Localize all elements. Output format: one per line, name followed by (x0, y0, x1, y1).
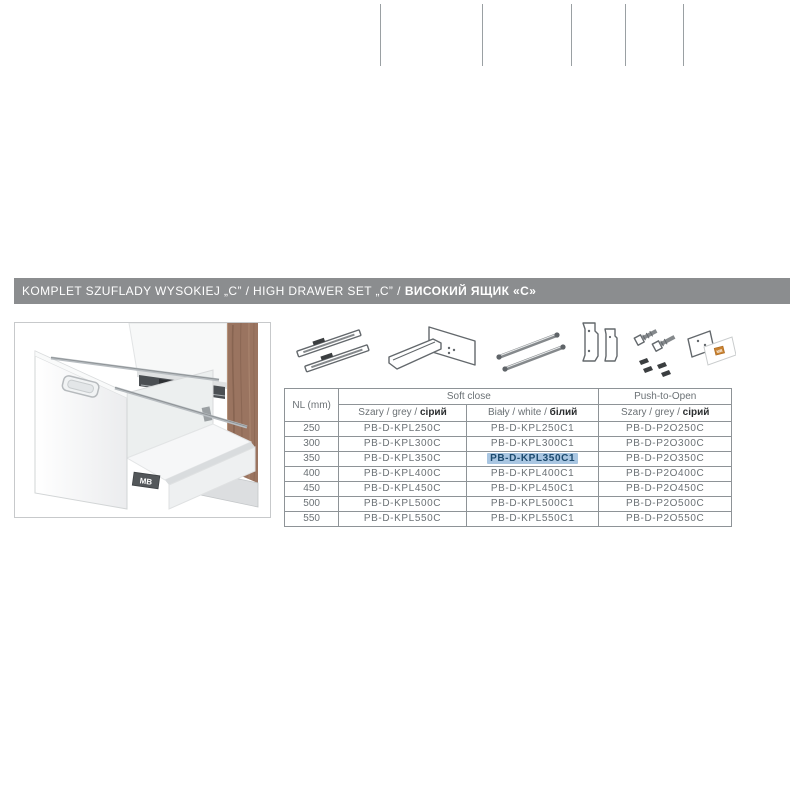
header-bar (14, 278, 790, 304)
code-cell: PB-D-KPL550C1 (466, 512, 599, 527)
code-cell: PB-D-KPL350C (339, 452, 467, 467)
nl-cell: 450 (285, 482, 339, 497)
component-cell (625, 312, 683, 384)
cap-logo-label: MB (715, 347, 724, 355)
code-cell: PB-D-KPL450C1 (466, 482, 599, 497)
code-cell (466, 452, 599, 467)
table-row (285, 497, 732, 512)
col-header-nl: NL (mm) (285, 389, 339, 422)
col-header-white: Biały / white / білий (466, 405, 599, 422)
ordering-table-wrap (284, 388, 732, 527)
nl-cell: 550 (285, 512, 339, 527)
code-cell: PB-D-P2O500C (599, 497, 732, 512)
code-cell: PB-D-KPL500C1 (466, 497, 599, 512)
component-cell (571, 312, 625, 384)
nl-cell: 250 (285, 422, 339, 437)
code-cell: PB-D-KPL250C (339, 422, 467, 437)
strip-divider (683, 4, 684, 66)
table-group-header-row (285, 389, 732, 405)
code-cell: PB-D-KPL300C (339, 437, 467, 452)
fixing-screws-icon (627, 315, 681, 381)
col-header-grey: Szary / grey / сірий (339, 405, 467, 422)
code-cell: PB-D-P2O300C (599, 437, 732, 452)
table-row (285, 467, 732, 482)
table-row (285, 512, 732, 527)
strip-divider (380, 4, 381, 66)
railing-rods-icon (485, 315, 569, 381)
code-cell: PB-D-KPL400C1 (466, 467, 599, 482)
strip-divider (625, 4, 626, 66)
nl-cell: 350 (285, 452, 339, 467)
ordering-table (284, 388, 732, 527)
col-group-soft-close: Soft close (339, 389, 599, 405)
table-row (285, 437, 732, 452)
selected-product-code[interactable]: PB-D-KPL350C1 (487, 453, 578, 464)
code-cell: PB-D-KPL450C (339, 482, 467, 497)
code-cell: PB-D-P2O550C (599, 512, 732, 527)
col-group-push-to-open: Push-to-Open (599, 389, 732, 405)
code-cell: PB-D-KPL250C1 (466, 422, 599, 437)
code-cell: PB-D-KPL500C (339, 497, 467, 512)
code-cell: PB-D-P2O350C (599, 452, 732, 467)
component-cell (683, 312, 737, 384)
drawer-slides-icon (288, 315, 378, 381)
strip-divider (571, 4, 572, 66)
code-cell: PB-D-P2O400C (599, 467, 732, 482)
code-cell: PB-D-P2O450C (599, 482, 732, 497)
table-row (285, 482, 732, 497)
code-cell: PB-D-KPL400C (339, 467, 467, 482)
back-brackets-icon (573, 315, 623, 381)
table-row (285, 452, 732, 467)
drawer-photo-illustration (15, 323, 270, 517)
component-cell (380, 312, 482, 384)
component-cell (285, 312, 380, 384)
cover-caps-icon (684, 315, 736, 381)
nl-cell: 400 (285, 467, 339, 482)
nl-cell: 300 (285, 437, 339, 452)
nl-cell: 500 (285, 497, 339, 512)
page-title: KOMPLET SZUFLADY WYSOKIEJ „C” / HIGH DRAWER SET „C” / (22, 284, 401, 298)
component-cell (482, 312, 571, 384)
component-strip (285, 312, 737, 384)
strip-divider (482, 4, 483, 66)
table-row (285, 422, 732, 437)
badge-label: MB (139, 476, 153, 487)
code-cell: PB-D-P2O250C (599, 422, 732, 437)
product-photo-panel (14, 322, 271, 518)
col-header-p2o-grey: Szary / grey / сірий (599, 405, 732, 422)
page-title-cyrillic: ВИСОКИЙ ЯЩИК «С» (404, 284, 537, 298)
code-cell: PB-D-KPL300C1 (466, 437, 599, 452)
table-subheader-row (285, 405, 732, 422)
code-cell: PB-D-KPL550C (339, 512, 467, 527)
drawer-side-panel-icon (383, 315, 479, 381)
